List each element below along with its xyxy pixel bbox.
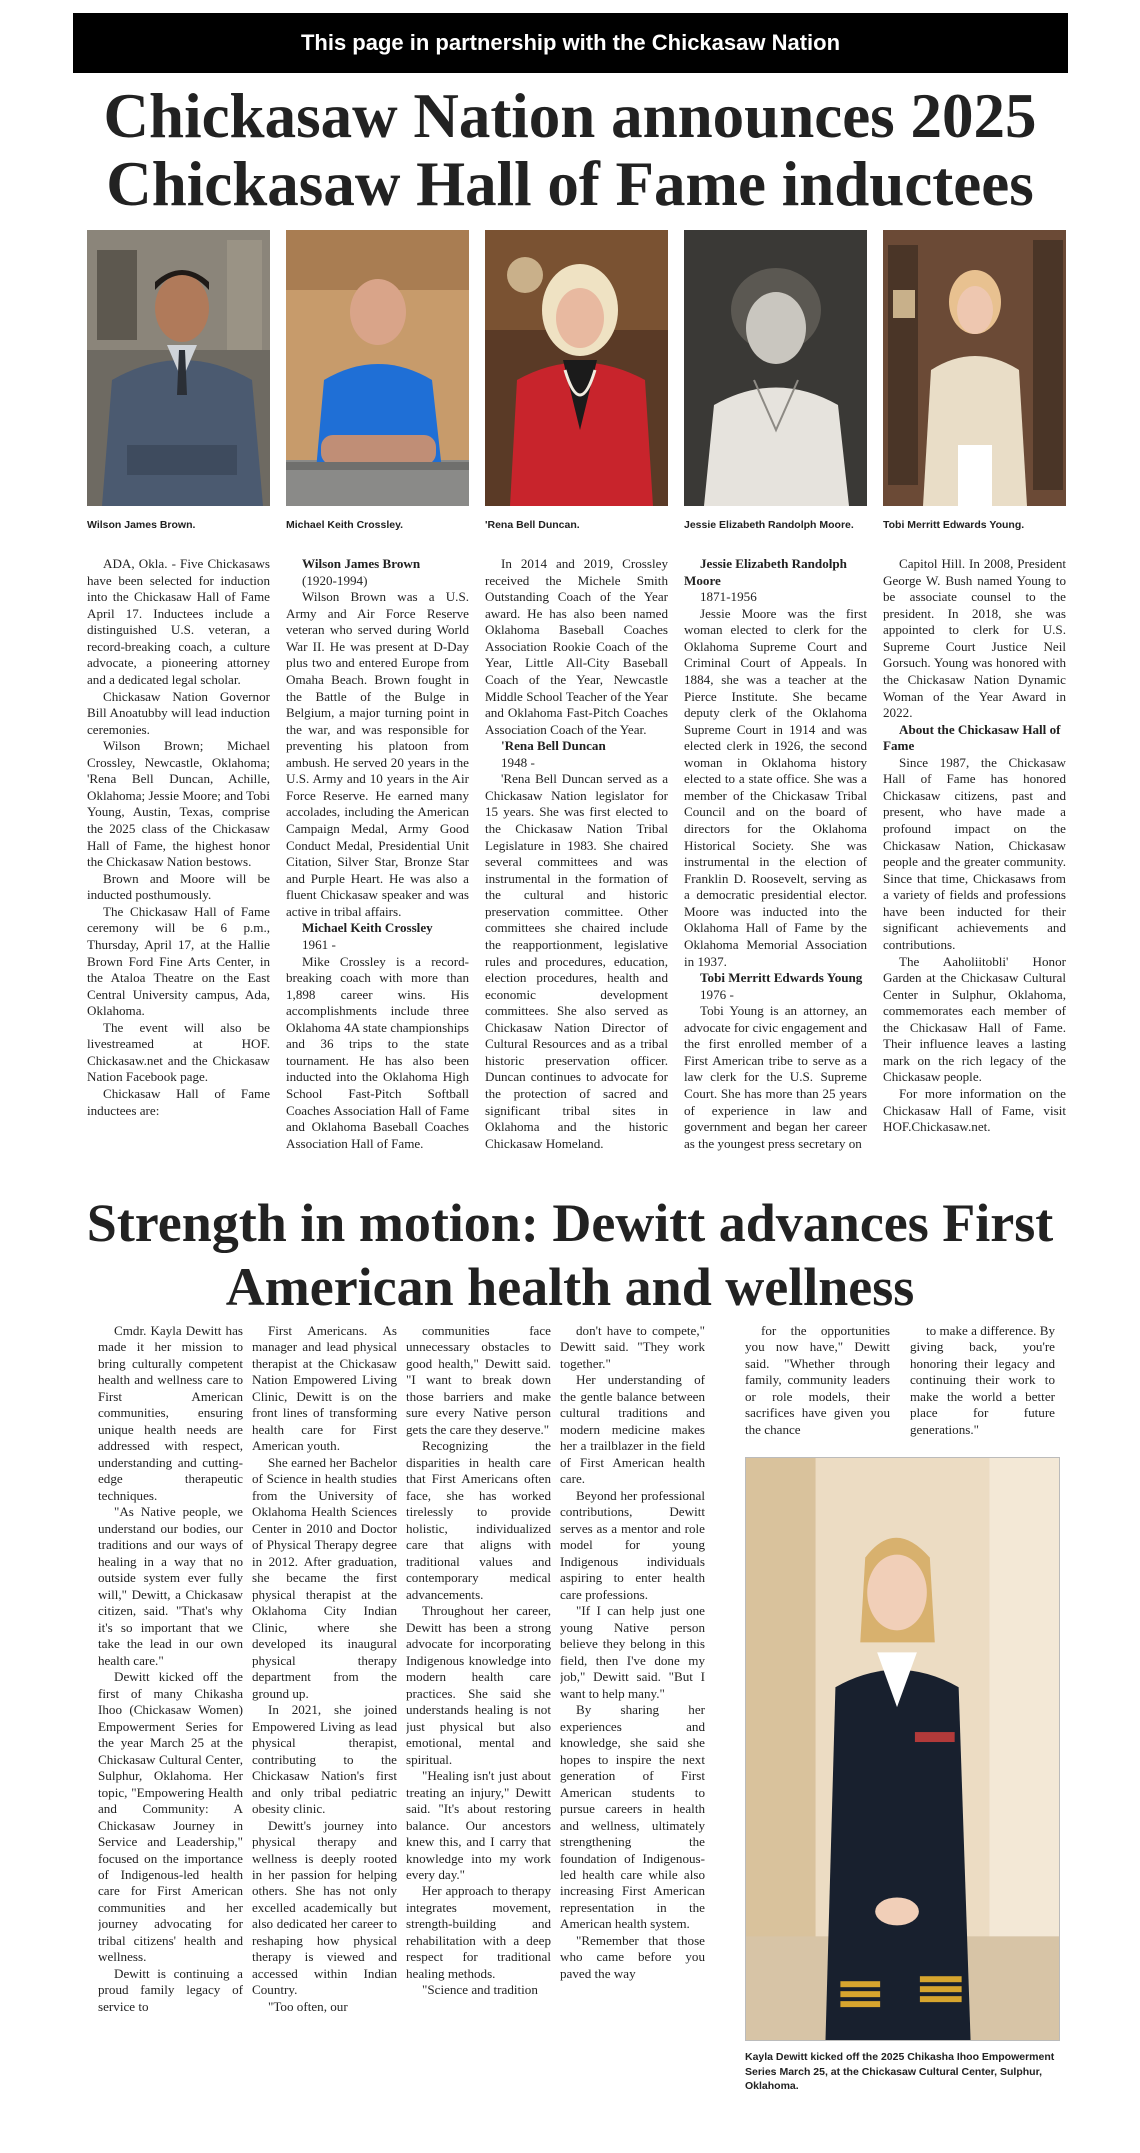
subhead: Tobi Merritt Edwards Young xyxy=(700,970,863,986)
paragraph: Chickasaw Nation Governor Bill Anoatubby will lead induction ceremonies. xyxy=(87,688,270,737)
caption-tobi-young: Tobi Merritt Edwards Young. xyxy=(883,519,1025,531)
paragraph: Wilson Brown; Michael Crossley, Newcastle, Oklahoma; 'Rena Bell Duncan, Achille, Oklahoma; Jessie Moore; and Tobi Young, Austin, Texas, comprise the 2025 class of the Chickasaw Hall of Fame, the highest honor the Chickasaw Nation bestows. xyxy=(87,738,270,870)
article2-column xyxy=(406,1323,551,2085)
article2-column xyxy=(745,1323,890,1453)
paragraph: "Science and tradition xyxy=(422,1982,538,1998)
photo-michael-crossley xyxy=(286,230,469,506)
paragraph: Tobi Young is an attorney, an advocate for civic engagement and the first enrolled member of a First American tribe to serve as a law clerk for the U.S. Supreme Court. She has more than 25 years of experience in law and government and began her career as the youngest press secretary on xyxy=(684,1003,867,1151)
article2-column xyxy=(560,1323,705,2085)
paragraph: By sharing her experiences and knowledge, she said she hopes to inspire the next generation of First American students to pursue careers in health and wellness, ultimately strengthening the foundation of Indigenous-led health care while also increasing First American representation in the American health system. xyxy=(560,1702,705,1932)
photo-kayla-dewitt xyxy=(745,1457,1060,2041)
paragraph: 1961 - xyxy=(302,936,336,952)
photo-jessie-moore xyxy=(684,230,867,506)
article2-column xyxy=(910,1323,1055,1453)
article1-column xyxy=(485,556,668,1184)
paragraph: "If I can help just one young Native person believe they belong in this field, then I've done my job," Dewitt said. "But I want to help many." xyxy=(560,1603,705,1701)
article1-column xyxy=(684,556,867,1184)
article1-headline: Chickasaw Nation announces 2025 Chickasaw Hall of Fame inductees xyxy=(103,81,1037,220)
paragraph: Chickasaw Hall of Fame inductees are: xyxy=(87,1086,270,1118)
subhead: Jessie Elizabeth Randolph Moore xyxy=(684,556,847,588)
photo-caption-dewitt: Kayla Dewitt kicked off the 2025 Chikasha Ihoo Empowerment Series March 25, at the Chickasaw Cultural Center, Sulphur, Oklahoma. xyxy=(745,2051,1055,2093)
photo-rena-duncan xyxy=(485,230,668,506)
article1-column xyxy=(286,556,469,1184)
caption-wilson-brown: Wilson James Brown. xyxy=(87,519,196,531)
paragraph: (1920-1994) xyxy=(302,572,368,588)
paragraph: Since 1987, the Chickasaw Hall of Fame has honored Chickasaw citizens, past and present, who have made a profound impact on the Chickasaw Nation, Chickasaw people and the greater community. Since that time, Chickasaws from a variety of fields and professions have been inducted for their significant achievements and contributions. xyxy=(883,754,1066,952)
paragraph: Jessie Moore was the first woman elected to clerk for the Oklahoma Supreme Court and Criminal Court of Appeals. In 1884, she was a teacher at the Pierce Institute. She became deputy clerk of the Oklahoma Supreme Court in 1914 and was elected clerk in 1926, the second woman in Oklahoma history elected to a state office. She was a member of the Chickasaw Tribal Council and on the board of directors for the Oklahoma Historical Society. She was instrumental in the election of Franklin D. Roosevelt, serving as a democratic presidential elector. Moore was inducted into the Oklahoma Hall of Fame by the Oklahoma Memorial Association in 1937. xyxy=(684,605,867,969)
paragraph: for the opportunities you now have," Dewitt said. "Whether through family, community leaders or role models, their sacrifices have given you the chance xyxy=(745,1323,890,1437)
article1-column xyxy=(87,556,270,1184)
paragraph: Mike Crossley is a record-breaking coach with more than 1,898 career wins. His accomplishments include three Oklahoma 4A state championships and 36 trips to the state tournament. He has also been inducted into the Oklahoma High School Fast-Pitch Softball Coaches Association Hall of Fame and Oklahoma Baseball Coaches Association Hall of Fame. xyxy=(286,953,469,1151)
paragraph: Dewitt kicked off the first of many Chikasha Ihoo (Chickasaw Women) Empowerment Series for the year March 25 at the Chickasaw Cultural Center, Sulphur, Oklahoma. Her topic, "Empowering Health and Community: A Chickasaw Journey in Service and Leadership," focused on the importance of Indigenous-led health care for First American communities and her journey advocating for tribal citizens' health and wellness. xyxy=(98,1669,243,1965)
paragraph: In 2021, she joined Empowered Living as lead physical therapist, contributing to the Chickasaw Nation's first and only tribal pediatric obesity clinic. xyxy=(252,1702,397,1817)
subhead: 'Rena Bell Duncan xyxy=(501,738,606,754)
paragraph: Recognizing the disparities in health care that First Americans often face, she has worked tirelessly to provide holistic, individualized care that aligns with traditional values and contemporary medical advancements. xyxy=(406,1438,551,1602)
subhead: Wilson James Brown xyxy=(302,556,421,571)
paragraph: She earned her Bachelor of Science in health studies from the University of Oklahoma Health Sciences Center in 2010 and Doctor of Physical Therapy degree in 2012. After graduation, she became the first physical therapist at the Oklahoma City Indian Clinic, where she developed its inaugural physical therapy department from the ground up. xyxy=(252,1454,397,1701)
paragraph: 1948 - xyxy=(501,754,535,770)
paragraph: "Healing isn't just about treating an injury," Dewitt said. "It's about restoring balance. Our ancestors knew this, and I carry that knowledge into my work every day." xyxy=(406,1768,551,1882)
paragraph: 'Rena Bell Duncan served as a Chickasaw Nation legislator for 15 years. She was first elected to the Chickasaw Nation Tribal Legislature in 1983. She chaired several committees and was instrumental in the formation of the cultural and historic preservation committee. Other committees she chaired include the reapportionment, legislative rules and procedures, education, election procedures, health and economic development committees. She also served as Chickasaw Nation Director of Cultural Resources and as a tribal historic preservation officer. Duncan continues to advocate for the protection of sacred and significant tribal sites in Oklahoma and the historic Chickasaw Homeland. xyxy=(485,771,668,1151)
subhead: About the Chickasaw Hall of Fame xyxy=(883,721,1061,754)
caption-michael-crossley: Michael Keith Crossley. xyxy=(286,519,404,531)
paragraph: The Aaholiitobli' Honor Garden at the Chickasaw Cultural Center in Sulphur, Oklahoma, commemorates each member of the Chickasaw Hall of Fame. Their influence leaves a lasting mark on the rich legacy of the Chickasaw people. xyxy=(883,953,1066,1085)
caption-rena-duncan: 'Rena Bell Duncan. xyxy=(485,519,580,531)
article2-headline: Strength in motion: Dewitt advances First American health and wellness xyxy=(86,1193,1054,1317)
partnership-banner xyxy=(73,13,1068,73)
paragraph: Beyond her professional contributions, Dewitt serves as a mentor and role model for young Indigenous individuals aspiring to enter health care professions. xyxy=(560,1487,705,1602)
paragraph: "As Native people, we understand our bodies, our traditions and our ways of healing in a way that no outside system ever fully will," Dewitt, a Chickasaw citizen, said. "That's why it's so important that we take the lead in our own health care." xyxy=(98,1504,243,1668)
paragraph: 1871-1956 xyxy=(700,589,757,605)
paragraph: Dewitt's journey into physical therapy and wellness is deeply rooted in her passion for helping others. She has not only excelled academically but also dedicated her career to reshaping how physical therapy is viewed and accessed within Indian Country. xyxy=(252,1817,397,1998)
paragraph: don't have to compete," Dewitt said. "They work together." xyxy=(560,1323,705,1371)
subhead: Michael Keith Crossley xyxy=(302,920,433,936)
banner-text: This page in partnership with the Chickasaw Nation xyxy=(300,30,841,55)
paragraph: ADA, Okla. - Five Chickasaws have been selected for induction into the Chickasaw Hall of Fame April 17. Inductees include a distinguished U.S. veteran, a record-breaking coach, a culture advocate, a pioneering attorney and a dedicated legal scholar. xyxy=(87,556,270,687)
paragraph: Her understanding of the gentle balance between cultural traditions and modern medicine makes her a trailblazer in the field of First American health care. xyxy=(560,1372,705,1487)
paragraph: Her approach to therapy integrates movement, strength-building and rehabilitation with a deep respect for traditional healing methods. xyxy=(406,1883,551,1981)
paragraph: Throughout her career, Dewitt has been a strong advocate for incorporating Indigenous knowledge into modern health care practices. She said she understands healing is not just physical but also emotional, mental and spiritual. xyxy=(406,1603,551,1767)
photo-tobi-young xyxy=(883,230,1066,506)
paragraph: The Chickasaw Hall of Fame ceremony will be 6 p.m., Thursday, April 17, at the Hallie Brown Ford Fine Arts Center, in the Ataloa Theatre on the East Central University campus, Ada, Oklahoma. xyxy=(87,903,270,1019)
photo-wilson-brown xyxy=(87,230,270,506)
paragraph: Wilson Brown was a U.S. Army and Air Force Reserve veteran who served during World War II. He was present at D-Day plus two and entered Europe from Omaha Beach. Brown fought in the Battle of the Bulge in Belgium, a major turning point in the war, and was responsible for preventing his platoon from ambush. He served 20 years in the U.S. Army and 10 years in the Air Force Reserve. He earned many accolades, including the American Campaign Medal, Army Good Conduct Medal, Presidential Unit Citation, Silver Star, Bronze Star and Purple Heart. He was also a fluent Chickasaw speaker and was active in tribal affairs. xyxy=(286,589,469,919)
article2-column xyxy=(252,1323,397,2085)
article2-column xyxy=(98,1323,243,2085)
paragraph: Capitol Hill. In 2008, President George W. Bush named Young to be associate counsel to the president. In 2018, she was appointed to clerk for U.S. Supreme Court Justice Neil Gorsuch. Young was honored with the Chickasaw Nation Dynamic Woman of the Year Award in 2022. xyxy=(883,556,1066,721)
paragraph: For more information on the Chickasaw Hall of Fame, visit HOF.Chickasaw.net. xyxy=(883,1086,1066,1135)
paragraph: Brown and Moore will be inducted posthumously. xyxy=(87,870,270,903)
paragraph: Cmdr. Kayla Dewitt has made it her mission to bring culturally competent health and wellness care to First American communities, ensuring unique health needs are addressed with respect, understanding and cutting-edge therapeutic techniques. xyxy=(98,1323,243,1503)
paragraph: The event will also be livestreamed at HOF. Chickasaw.net and the Chickasaw Nation Facebook page. xyxy=(87,1019,270,1085)
paragraph: Dewitt is continuing a proud family legacy of service to xyxy=(98,1965,243,2014)
paragraph: "Too often, our xyxy=(268,1998,348,2014)
paragraph: In 2014 and 2019, Crossley received the Michele Smith Outstanding Coach of the Year award. He has also been named Oklahoma Baseball Coaches Association Rookie Coach of the Year, Little All-City Baseball Coach of the Year, Newcastle Middle School Teacher of the Year and Oklahoma Fast-Pitch Coaches Association Coach of the Year. xyxy=(485,556,668,737)
paragraph: communities face unnecessary obstacles to good health," Dewitt said. "I want to break down those barriers and make sure every Native person gets the care they deserve." xyxy=(406,1323,551,1437)
paragraph: 1976 - xyxy=(700,986,734,1002)
paragraph: to make a difference. By giving back, you're honoring their legacy and continuing their work to make the world a better place for future generations." xyxy=(910,1323,1055,1437)
paragraph: "Remember that those who came before you paved the way xyxy=(560,1932,705,1981)
article1-column xyxy=(883,556,1066,1184)
paragraph: First Americans. As manager and lead physical therapist at the Chickasaw Nation Empowered Living Clinic, Dewitt is on the front lines of transforming health care for First American youth. xyxy=(252,1323,397,1454)
caption-jessie-moore: Jessie Elizabeth Randolph Moore. xyxy=(684,519,854,531)
